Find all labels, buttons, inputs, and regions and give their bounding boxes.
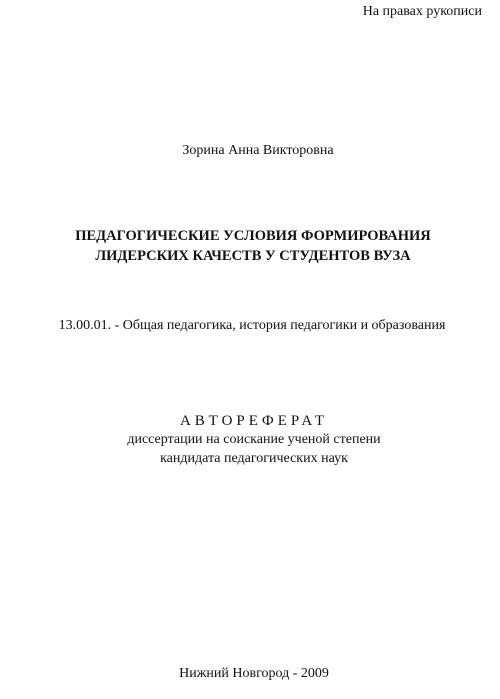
title-line-2: ЛИДЕРСКИХ КАЧЕСТВ У СТУДЕНТОВ ВУЗА [95, 248, 411, 264]
degree-line: кандидата педагогических наук [160, 451, 348, 466]
city-year: Нижний Новгород - 2009 [179, 666, 329, 681]
rights-notice: На правах рукописи [362, 4, 482, 19]
dissertation-line: диссертации на соискание ученой степени [127, 432, 381, 447]
specialty-code: 13.00.01. - Общая педагогика, история педагогики и образования [58, 318, 446, 333]
abstract-label: АВТОРЕФЕРАТ [179, 413, 329, 429]
author-name: Зорина Анна Викторовна [182, 143, 334, 158]
document-title [3, 226, 500, 266]
title-line-1: ПЕДАГОГИЧЕСКИЕ УСЛОВИЯ ФОРМИРОВАНИЯ [75, 228, 431, 244]
